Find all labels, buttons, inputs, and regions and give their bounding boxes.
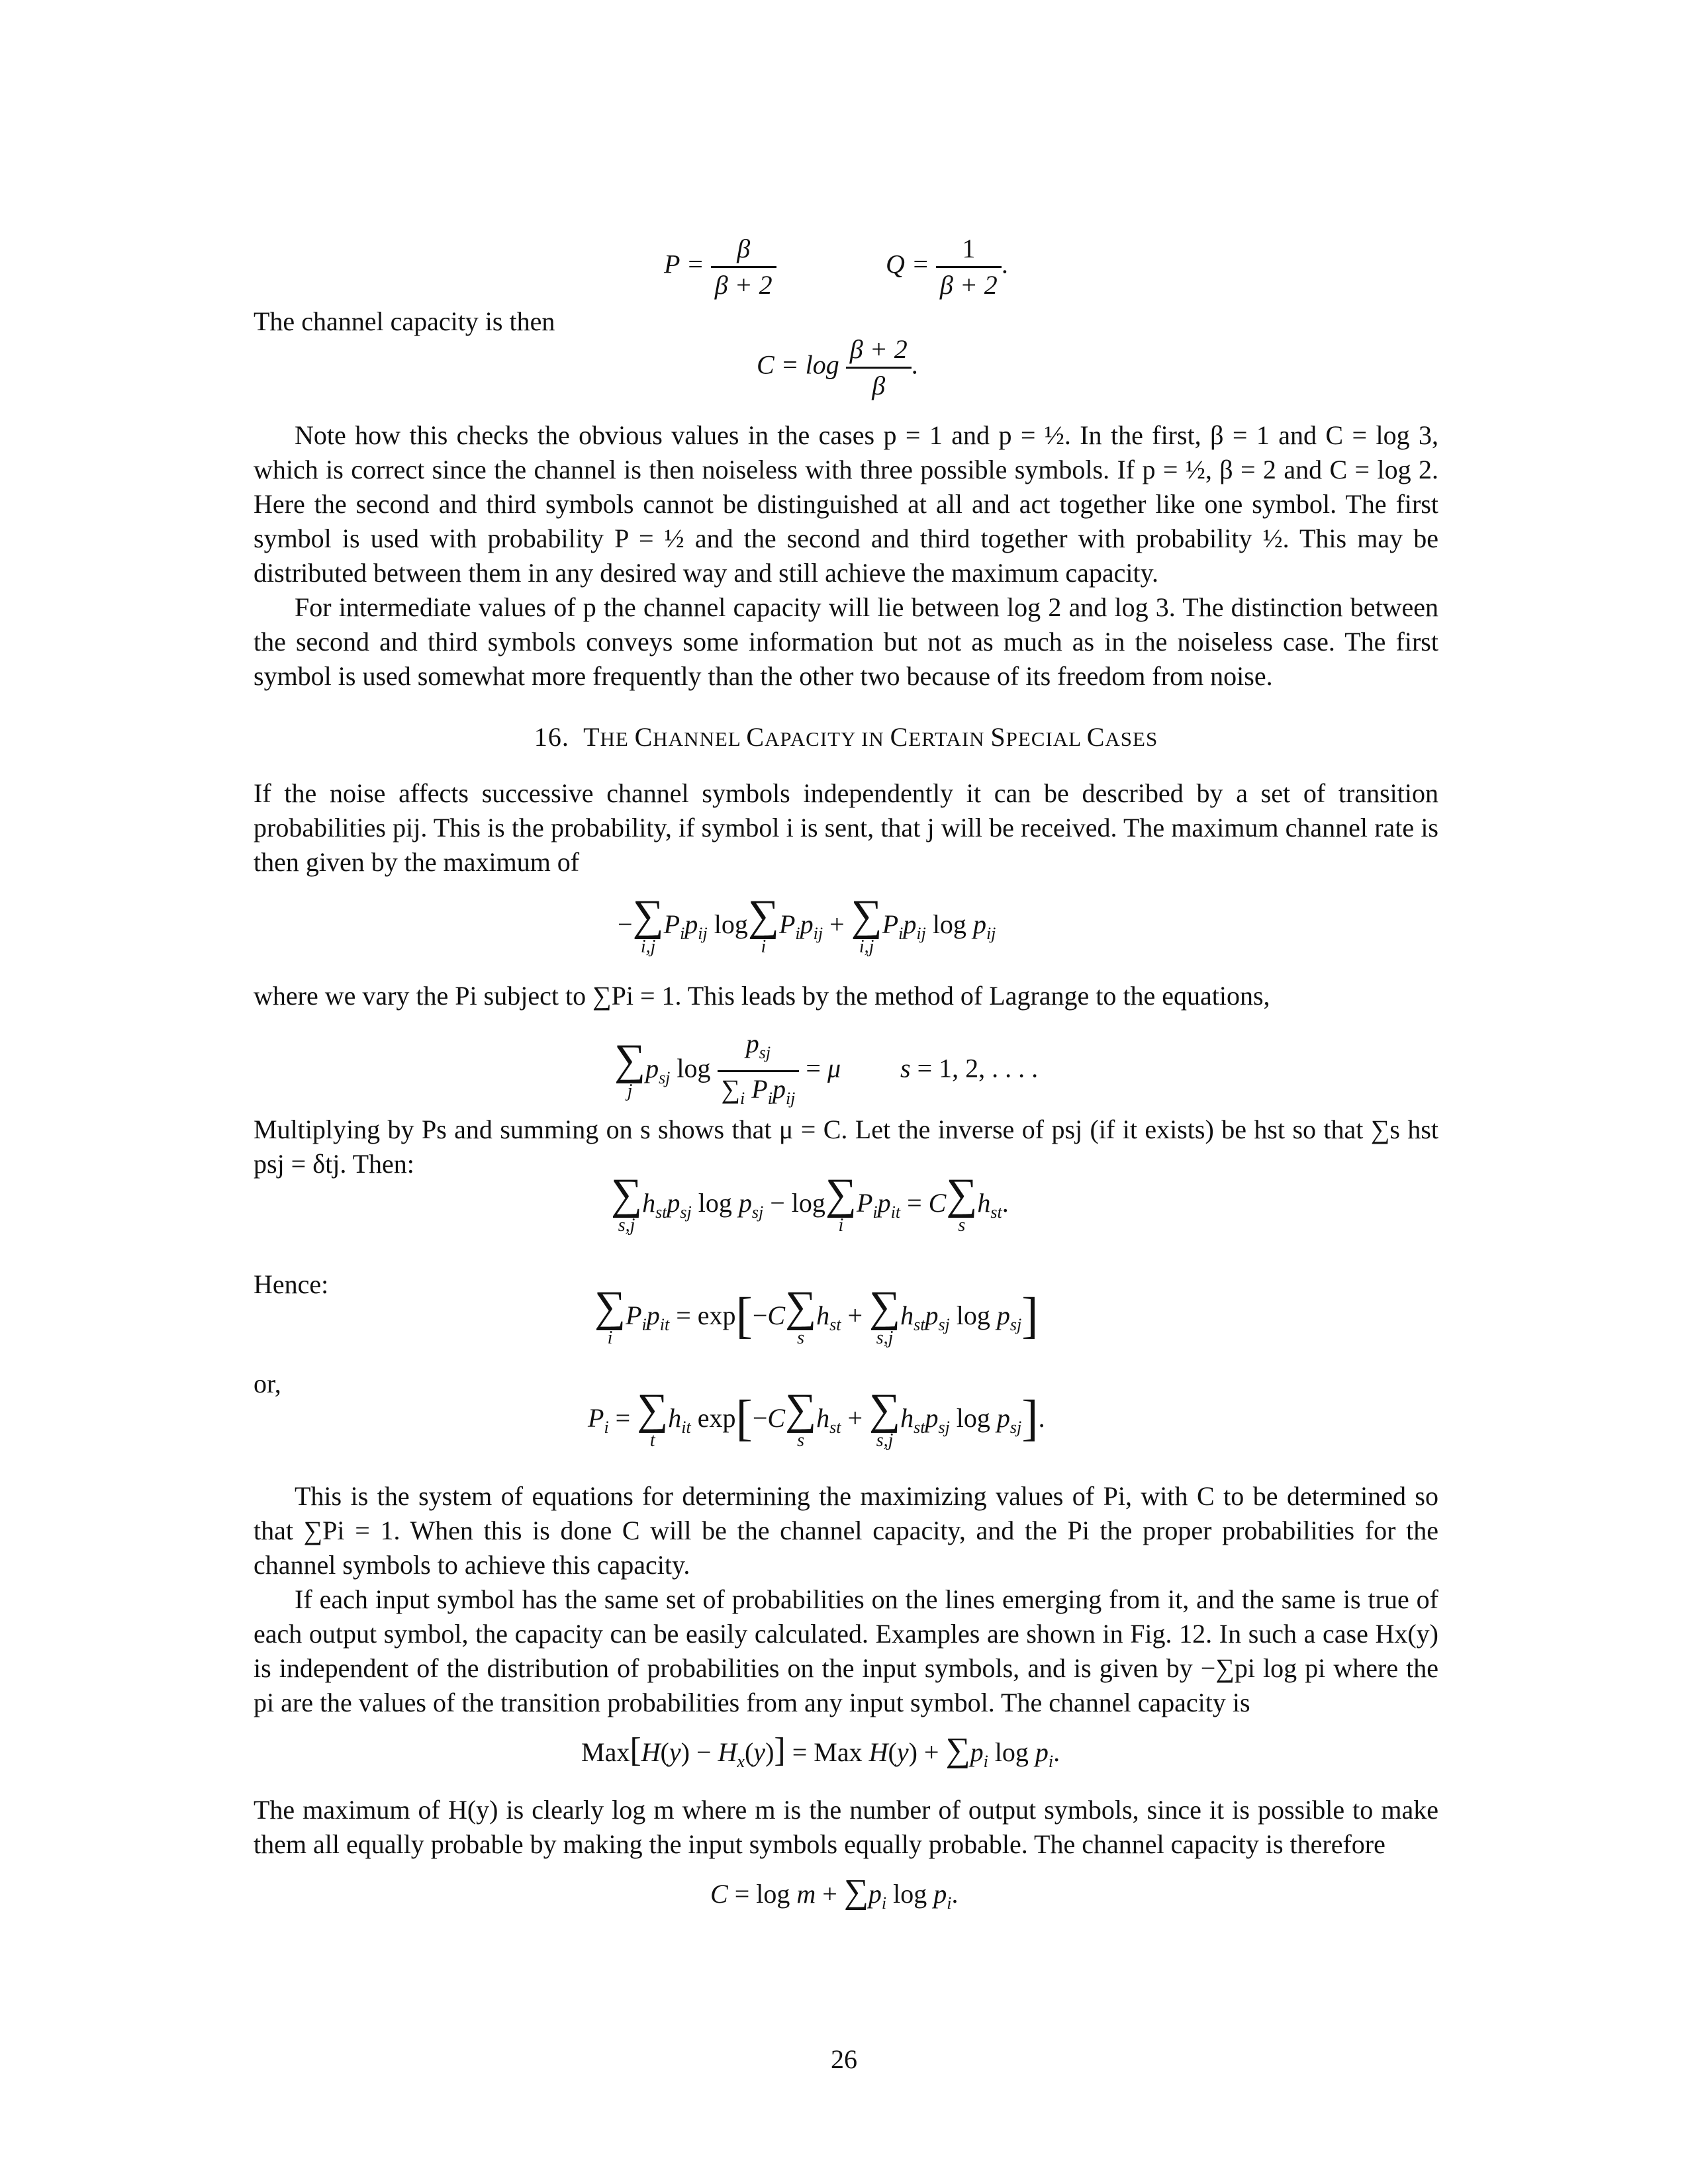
paragraph-system-of-equations: This is the system of equations for determining the maximizing values of Pi, with C to be determined so that ∑Pi = 1. When this is done C will be the channel capacity, and the Pi the proper probabilities for the channel symbols to achieve this capacity. — [254, 1481, 1438, 1580]
label-hence: Hence: — [254, 1269, 329, 1299]
paragraph-transition-probabilities: If the noise affects successive channel symbols independently it can be described by a set of transition probabilities pij. This is the probability, if symbol i is sent, that j will be received. The maximum channel rate is then given by the maximum of — [254, 778, 1438, 877]
paragraph-multiplying: Multiplying by Ps and summing on s shows that μ = C. Let the inverse of psj (if it exists) be hst so that ∑s hst psj = δtj. Then: — [254, 1115, 1438, 1179]
paragraph-lagrange: where we vary the Pi subject to ∑Pi = 1. This leads by the method of Lagrange to the equations, — [254, 981, 1270, 1011]
equation-or: or, $P_i$ = ∑ t $h_{it}$ exp[−C ∑ s $h_{st}$ + ∑ s,j $h_{st}p_{sj}$ $\log p_{sj}$]. — [254, 1373, 1438, 1479]
equation-c-log: C = log $\frac{\beta + 2}{\beta}$ . — [254, 339, 1438, 412]
eq-p-lhs: P = — [664, 249, 704, 279]
label-or: or, — [254, 1369, 281, 1398]
page-number: 26 — [831, 2044, 857, 2074]
paper-page — [254, 225, 1438, 1934]
eq-q-fraction: $\frac{1}{\beta + 2}$ — [936, 232, 1002, 302]
paragraph-maximum-of-h: The maximum of H(y) is clearly log m where m is the number of output symbols, since it is possible to make them all equally probable by making the input symbols equally probable. The channel capacity is therefore — [254, 1795, 1438, 1859]
eq-c-fraction: $\frac{\beta + 2}{\beta}$ — [846, 332, 912, 403]
text-capacity-then: The channel capacity is then — [254, 306, 555, 336]
equation-c-final: $C = \log m + \sum p_i$ $\log p_i$. — [710, 1873, 959, 1913]
equation-lagrange: ∑ j $p_{sj}$ log $\frac{p_{sj}}{\sum_i P_ip_{ij}}$ = μ s = 1, 2, . . . . — [254, 1013, 1438, 1113]
equation-max-rate: − ∑ i,j $P_ip_{ij}$ log ∑ i $P_ip_{ij}$ + ∑ i,j $P_ip_{ij}$ $\log p_{ij}$ — [618, 891, 996, 957]
paragraph-check-values: Note how this checks the obvious values in the cases p = 1 and p = ½. In the first, β = 1 and C = log 3, which is correct since the channel is then noiseless with three possible symbols. If p = ½, β = 2 and C = log 2. Here the second and third symbols cannot be distinguished at all and act together like one symbol. The first symbol is used with probability P = ½ and the second and third together with probability ½. This may be distributed between them in any desired way and still achieve the maximum capacity. — [254, 420, 1438, 588]
equation-hence: Hence: ∑ i $P_ip_{it} = \exp[-C$ ∑ s $h_{st}$ + ∑ s,j $h_{st}p_{sj}$ $\log p_{sj}$] — [254, 1274, 1438, 1373]
paragraph-intermediate-values: For intermediate values of p the channel capacity will lie between log 2 and log 3. The distinction between the second and third symbols conveys some information but not as much as in the noiseless case. The first symbol is used somewhat more frequently than the other two because of its freedom from noise. — [254, 592, 1438, 691]
equation-max-h: $Max[H(y) - H_x(y)]$ = Max $H(y) + \sum p_i$ $\log p_i$. — [581, 1731, 1060, 1771]
eq-p-fraction: $\frac{\beta}{\beta + 2}$ — [711, 232, 776, 302]
equation-p-q: P = $\frac{\beta}{\beta + 2}$ Q = $\frac{1}{\beta + 2}$ . — [254, 225, 1438, 304]
paragraph-each-input-symbol: If each input symbol has the same set of probabilities on the lines emerging from it, and the same is true of each output symbol, the capacity can be easily calculated. Examples are shown in Fig. 12. In such a case Hx(y) is independent of the distribution of probabilities on the input symbols, and is given by −∑pi log pi where the pi are the values of the transition probabilities from any input symbol. The channel capacity is — [254, 1584, 1438, 1717]
eq-q-lhs: Q = — [886, 249, 929, 279]
section-heading: 16. THE CHANNEL CAPACITY IN CERTAIN SPECIAL CASES — [534, 722, 1158, 752]
equation-h-st: ∑ s,j $h_{st}p_{sj}$ $\log p_{sj} - \log$ ∑ i $P_ip_{it} = C$ ∑ s $h_{st}$. — [611, 1170, 1009, 1236]
